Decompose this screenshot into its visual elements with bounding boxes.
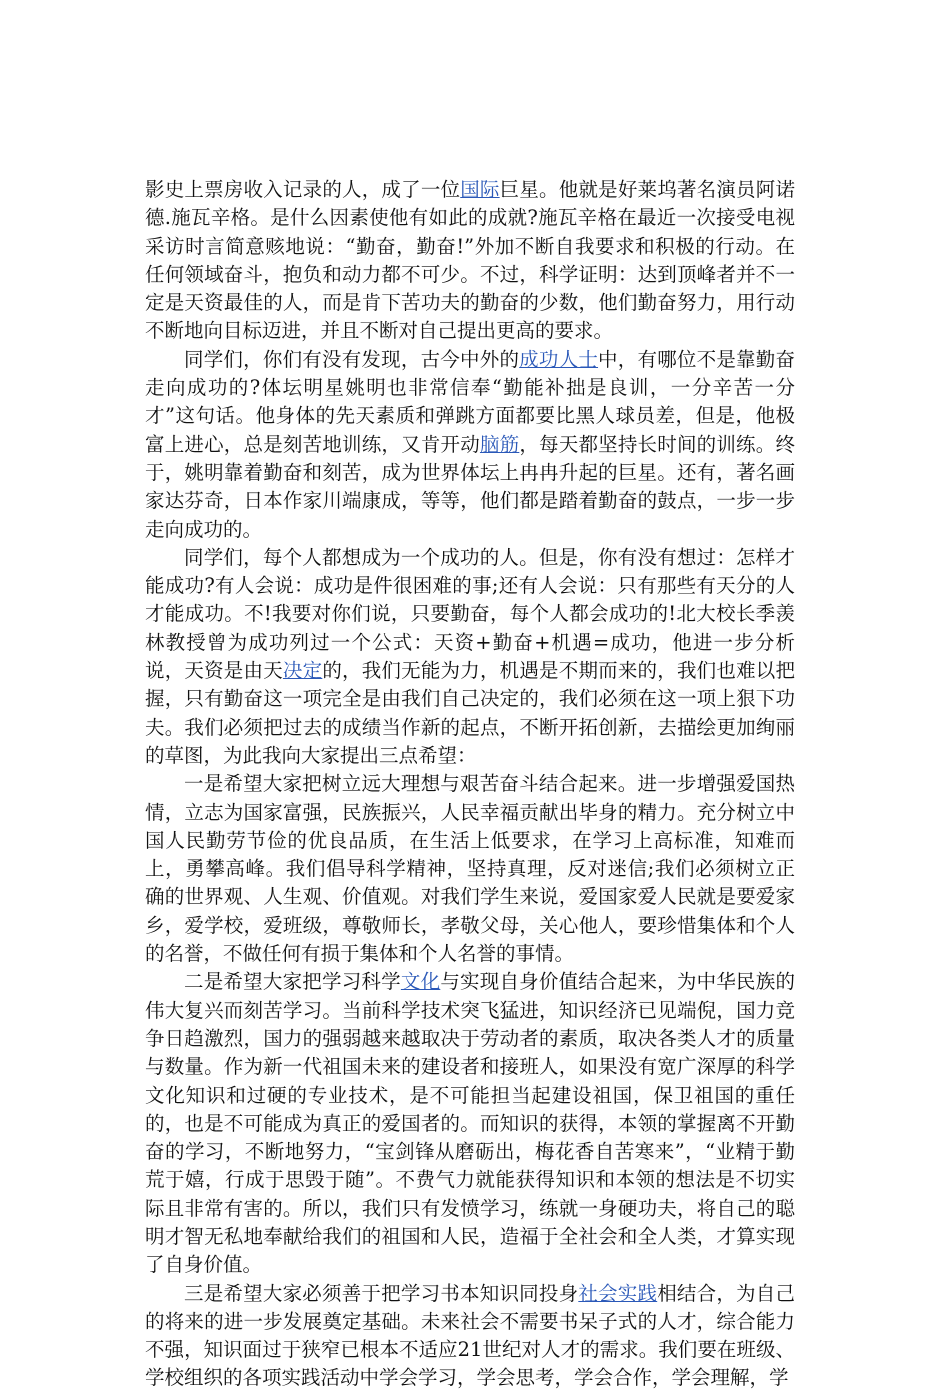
link-jueding[interactable]: 决定 <box>282 659 323 683</box>
text-run: 与实现自身价值结合起来，为中华民族的伟大复兴而刻苦学习。当前科学技术突飞猛进，知识经济已见端倪，国力竞争日趋激烈，国力的强弱越来越取决于劳动者的素质，取决各类人才的质量与数量。作为新一代祖国未来的建设者和接班人，如果没有宽广深厚的科学文化知识和过硬的专业技术，是不可能担当起建设祖国，保卫祖国的重任的，也是不可能成为真正的爱国者的。而知识的获得，本领的掌握离不开勤奋的学习，不断地努力，“宝剑锋从磨砺出，梅花香自苦寒来”，“业精于勤荒于嬉，行成于思毁于随”。不费气力就能获得知识和本领的想法是不切实际且非常有害的。所以，我们只有发愤学习，练就一身硬功夫，将自己的聪明才智无私地奉献给我们的祖国和人民，造福于全社会和全人类，才算实现了自身价值。 <box>145 970 795 1277</box>
link-guoji[interactable]: 国际 <box>460 178 500 201</box>
link-chenggong-renshi[interactable]: 成功人士 <box>519 347 599 371</box>
text-run: 中，有哪位不是靠勤奋走向成功的?体坛明星姚明也非常信奉“勤能补拙是良训，一分辛苦一分才”这句话。他身体的先天素质和弹跳方面都要比黑人球员差，但是，他极富上进心，总是刻苦地训练，又肯开动 <box>145 347 795 456</box>
text-run: 的，我们无能为力，机遇是不期而来的，我们也难以把握，只有勤奋这一项完全是由我们自己决定的，我们必须在这一项上狠下功夫。我们必须把过去的成绩当作新的起点，不断开拓创新，去描绘更加绚丽的草图，为此我向大家提出三点希望： <box>145 659 795 767</box>
paragraph <box>145 176 795 346</box>
link-wenhua[interactable]: 文化 <box>400 970 441 994</box>
text-run: ，每天都坚持长时间的训练。终于，姚明靠着勤奋和刻苦，成为世界体坛上冉冉升起的巨星。还有，著名画家达芬奇，日本作家川端康成，等等，他们都是踏着勤奋的鼓点，一步一步走向成功的。 <box>145 432 795 541</box>
document-body <box>145 176 795 1393</box>
text-run: 一是希望大家把树立远大理想与艰苦奋斗结合起来。进一步增强爱国热情，立志为国家富强，民族振兴，人民幸福贡献出毕身的精力。充分树立中国人民勤劳节俭的优良品质，在生活上低要求，在学习上高标准，知难而上，勇攀高峰。我们倡导科学精神，坚持真理，反对迷信;我们必须树立正确的世界观、人生观、价值观。对我们学生来说，爱国家爱人民就是要爱家乡，爱学校，爱班级，尊敬师长，孝敬父母，关心他人，要珍惜集体和个人的名誉，不做任何有损于集体和个人名誉的事情。 <box>145 772 795 966</box>
paragraph <box>145 968 795 1279</box>
text-run: 同学们，你们有没有发现，古今中外的 <box>184 347 520 371</box>
text-run: 相结合，为自己的将来的进一步发展奠定基础。未来社会不需要书呆子式的人才，综合能力不强，知识面过于狭窄已根本不适应21世纪对人才的需求。我们要在班级、学校组织的各项实践活动中学会学习，学会思考，学会合作，学会理解，学 <box>145 1281 795 1390</box>
text-run: 同学们，每个人都想成为一个成功的人。但是，你有没有想过：怎样才能成功?有人会说：成功是件很困难的事;还有人会说：只有那些有天分的人才能成功。不!我要对你们说，只要勤奋，每个人都会成功的!北大校长季羡林教授曾为成功列过一个公式：天资+勤奋+机遇=成功，他进一步分析说，天资是由天 <box>145 545 795 683</box>
paragraph <box>145 346 795 544</box>
text-run: 三是希望大家必须善于把学习书本知识同投身 <box>184 1281 579 1305</box>
paragraph <box>145 770 795 968</box>
text-run: 巨星。他就是好莱坞著名演员阿诺德.施瓦辛格。是什么因素使他有如此的成就?施瓦辛格在最近一次接受电视采访时言简意赅地说：“勤奋，勤奋!”外加不断自我要求和积极的行动。在任何领域奋斗，抱负和动力都不可少。不过，科学证明：达到顶峰者并不一定是天资最佳的人，而是肯下苦功夫的勤奋的少数，他们勤奋努力，用行动不断地向目标迈进，并且不断对自己提出更高的要求。 <box>145 178 795 343</box>
link-naojin[interactable]: 脑筋 <box>479 432 520 456</box>
link-shehui-shijian[interactable]: 社会实践 <box>578 1281 658 1305</box>
paragraph <box>145 1280 795 1393</box>
paragraph <box>145 544 795 770</box>
text-run: 影史上票房收入记录的人，成了一位 <box>145 178 461 201</box>
text-run: 二是希望大家把学习科学 <box>184 970 401 994</box>
